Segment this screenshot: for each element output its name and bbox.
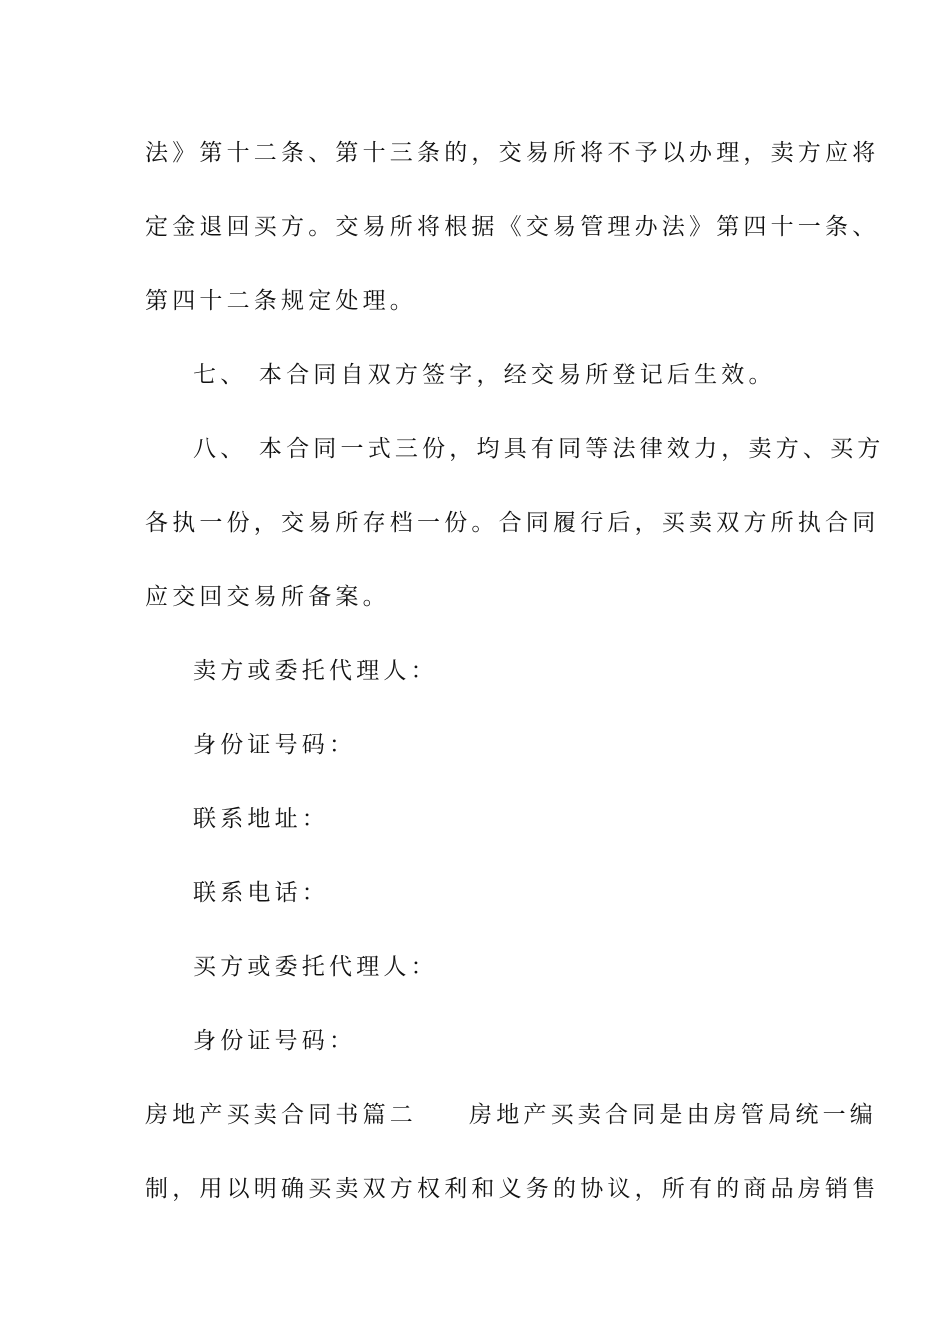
paragraph-line: 第四十二条规定处理。 [145,288,417,314]
paragraph-line: 应交回交易所备案。 [145,584,390,610]
seller-phone-label: 联系电话： [193,880,329,906]
buyer-id-label: 身份证号码： [193,1028,357,1054]
seller-address-label: 联系地址： [193,806,329,832]
paragraph-line: 定金退回买方。交易所将根据《交易管理办法》第四十一条、 [145,214,880,240]
seller-id-label: 身份证号码： [193,732,357,758]
section-intro: 房地产买卖合同是由房管局统一编 [469,1102,877,1128]
section-title: 房地产买卖合同书篇二 [145,1102,417,1128]
paragraph-line: 制，用以明确买卖双方权利和义务的协议，所有的商品房销售 [145,1176,880,1202]
clause-seven: 七、 本合同自双方签字，经交易所登记后生效。 [193,362,776,388]
section-heading-line [145,1100,877,1130]
seller-agent-label: 卖方或委托代理人： [193,658,438,684]
paragraph-line: 各执一份，交易所存档一份。合同履行后，买卖双方所执合同 [145,510,880,536]
paragraph-line: 法》第十二条、第十三条的，交易所将不予以办理，卖方应将 [145,140,880,166]
clause-eight: 八、 本合同一式三份，均具有同等法律效力，卖方、买方 [193,436,885,462]
buyer-agent-label: 买方或委托代理人： [193,954,438,980]
